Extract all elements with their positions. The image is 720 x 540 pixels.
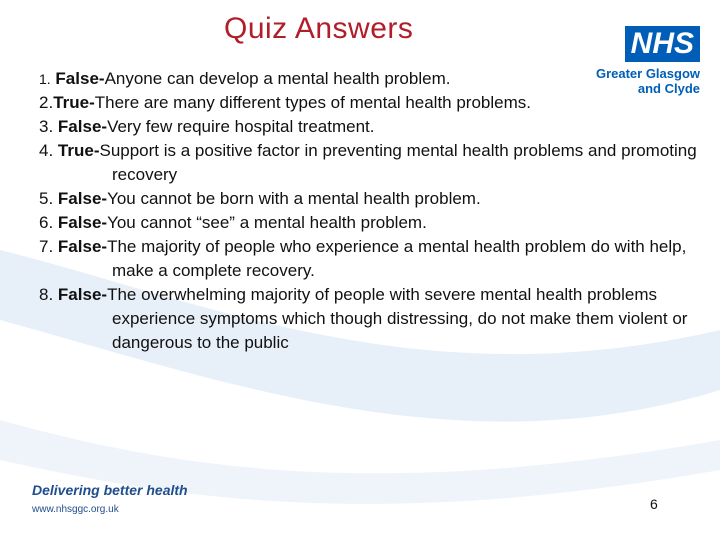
- answer-item: [39, 139, 699, 187]
- answer-verdict: False-: [57, 189, 108, 208]
- answer-verdict: False-: [55, 69, 105, 88]
- answer-verdict: False-: [57, 213, 108, 232]
- answer-item: [39, 187, 699, 211]
- answer-number: 4.: [39, 141, 54, 160]
- slide-title: Quiz Answers: [224, 12, 414, 45]
- answer-verdict: False-: [57, 117, 108, 136]
- answer-text: Very few require hospital treatment.: [107, 117, 375, 136]
- answer-verdict: False-: [57, 285, 108, 304]
- answer-item: [39, 67, 699, 91]
- answer-item: [39, 91, 699, 115]
- nhs-logo-mark: NHS: [625, 26, 700, 62]
- answer-number: 3.: [39, 117, 54, 136]
- answer-verdict: False-: [57, 237, 108, 256]
- answer-verdict: True-: [57, 141, 100, 160]
- answer-number: 6.: [39, 213, 54, 232]
- answer-item: [39, 283, 699, 355]
- answer-number: 2.: [39, 93, 54, 112]
- answer-item: [39, 235, 699, 283]
- answer-number: 5.: [39, 189, 54, 208]
- answer-text: Support is a positive factor in preventing mental health problems and promoting recovery: [99, 141, 697, 184]
- nhs-logo-org-line2: and Clyde: [637, 81, 700, 96]
- answer-item: [39, 115, 699, 139]
- answer-text: The overwhelming majority of people with severe mental health problems experience symptoms which though distressing, do not make them violent or dangerous to the public: [107, 285, 688, 352]
- answer-number: 7.: [39, 237, 54, 256]
- answer-number: 1.: [39, 71, 51, 87]
- answer-text: You cannot be born with a mental health problem.: [107, 189, 481, 208]
- answer-item: [39, 211, 699, 235]
- footer-tagline: Delivering better health: [32, 482, 188, 498]
- answer-text: The majority of people who experience a mental health problem do with help, make a complete recovery.: [107, 237, 687, 280]
- answer-text: Anyone can develop a mental health problem.: [104, 69, 451, 88]
- answer-number: 8.: [39, 285, 54, 304]
- footer-url: www.nhsggc.org.uk: [32, 504, 119, 515]
- nhs-logo-org-line1: Greater Glasgow: [595, 66, 700, 81]
- answer-text: You cannot “see” a mental health problem.: [107, 213, 427, 232]
- page-number: 6: [650, 496, 658, 512]
- answer-list: [39, 67, 699, 355]
- answer-text: There are many different types of mental health problems.: [94, 93, 531, 112]
- answer-verdict: True-: [53, 93, 95, 112]
